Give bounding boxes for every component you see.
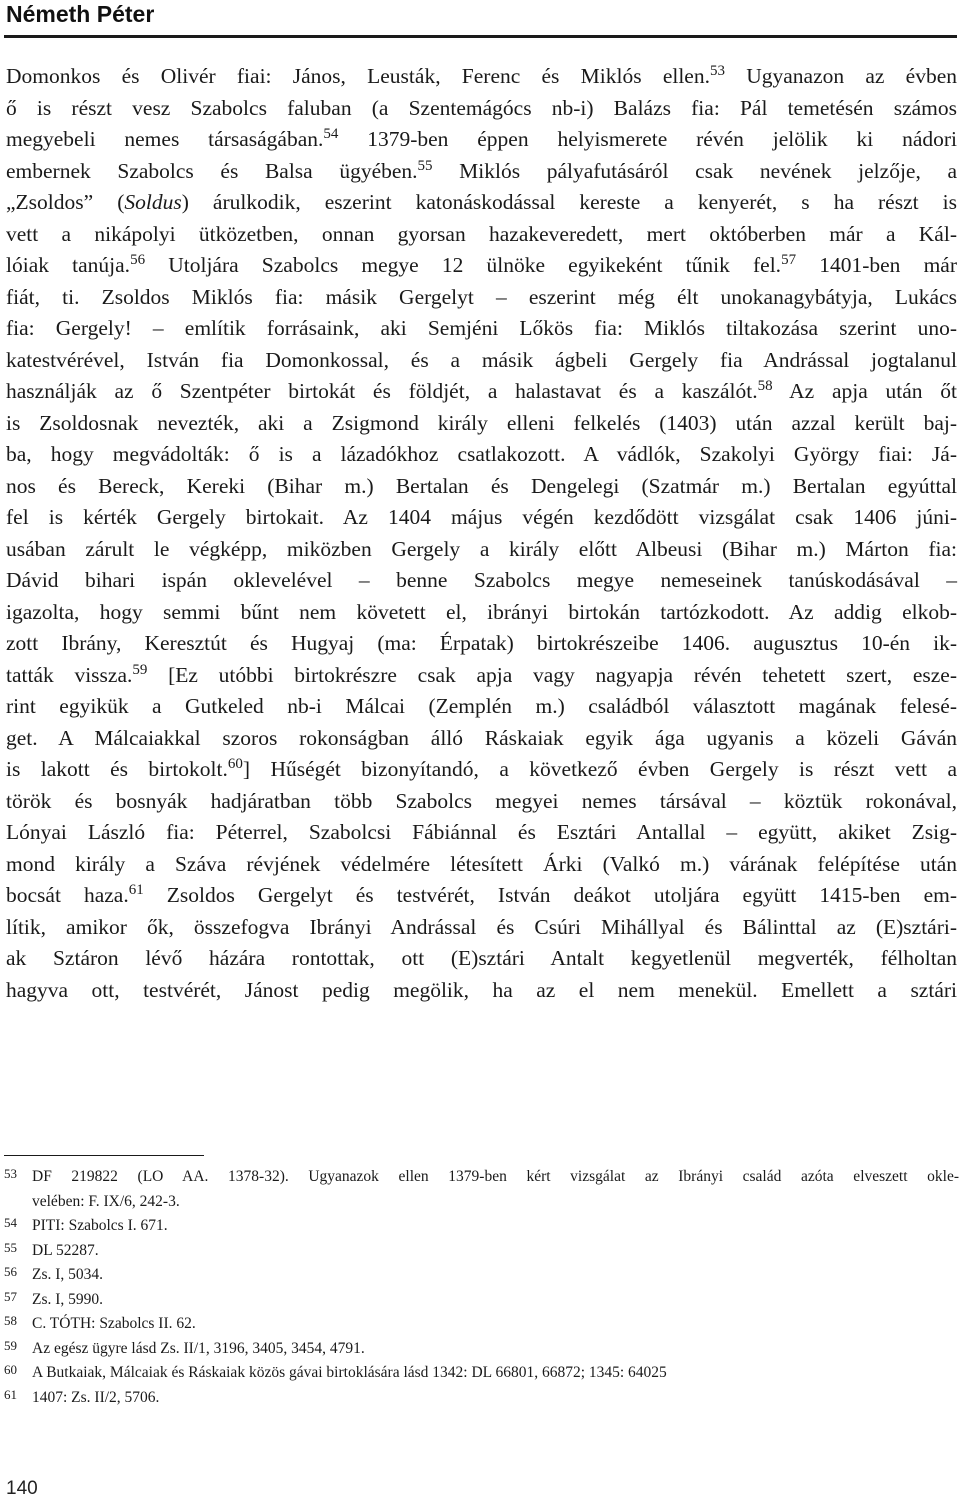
footnote-text: velében: F. IX/6, 242-3.: [32, 1192, 180, 1210]
text-run: nos és Bereck, Kereki (Bihar m.) Bertalan és Dengelegi (Szatmár m.) Bertalan egyúttal: [6, 473, 957, 498]
footnote-number: 56: [4, 1264, 17, 1279]
text-line: [6, 660, 957, 692]
text-run: is lakott és birtokolt.: [6, 757, 228, 781]
footnote-number: 58: [4, 1313, 17, 1328]
text-run: ak Sztáron lévő házára rontottak, ott (E)sztári Antalt kegyetlenül megverték, félholtan: [6, 946, 957, 970]
footnote-number: 53: [4, 1166, 17, 1181]
footnote-text: Az egész ügyre lásd Zs. II/1, 3196, 3405, 3454, 4791.: [32, 1339, 365, 1357]
text-line: [6, 691, 957, 723]
text-run: zott Ibrány, Keresztút és Hugyaj (ma: Érpatak) birtokrészeibe 1406. augusztus 10-én ik-: [6, 631, 957, 655]
footnote-ref: 53: [709, 63, 725, 79]
text-line: [6, 786, 957, 818]
footnote-text: Zs. I, 5034.: [32, 1266, 104, 1283]
text-line: [6, 313, 957, 345]
text-run: Lónyai László fia: Péterrel, Szabolcsi Fábiánnal és Esztári Antallal – együtt, akiket Zsig-: [6, 820, 957, 844]
footnote-number: 60: [4, 1362, 17, 1377]
text-line: [6, 754, 957, 786]
text-run: ] Hűségét bizonyítandó, a következő évben Gergely is részt vett a: [242, 757, 957, 781]
footnote-ref: 60: [227, 756, 243, 772]
footnote-number: 61: [4, 1386, 17, 1402]
footnote: [4, 1386, 959, 1411]
text-line: [6, 250, 957, 282]
text-line: [6, 345, 957, 377]
text-run: vett a nikápolyi ütközetben, onnan gyorsan hazakeveredett, mert októberben már a Kál-: [6, 221, 957, 246]
text-run: lítik, amikor ők, összefogva Ibrányi Andrással és Csúri Mihállyal és Bálinttal az (E)sztári-: [6, 914, 957, 939]
text-run: megyebeli nemes társaságában.: [6, 127, 324, 151]
text-line: [6, 408, 957, 440]
text-line: [6, 849, 957, 881]
text-line: [6, 534, 957, 566]
footnote-ref: 56: [130, 252, 146, 268]
footnote-ref: 58: [757, 378, 773, 394]
text-run: Dávid bihari ispán oklevelével – benne Szabolcs megye nemeseinek tanúskodásával –: [6, 568, 957, 592]
text-run: 1401-ben már: [796, 253, 957, 277]
text-run: fiát, ti. Zsoldos Miklós fia: másik Gergelyt – eszerint még élt unokanagybátyja, Lukács: [6, 284, 957, 309]
footnote: [4, 1361, 959, 1386]
text-run: Utoljára Szabolcs megye 12 ülnöke egyikeként tűnik fel.: [145, 253, 782, 277]
footnote-text: 1407: Zs. II/2, 5706.: [32, 1388, 160, 1406]
text-run: bocsát haza.: [6, 883, 129, 907]
footnote-ref: 55: [417, 157, 433, 174]
text-run: lóiak tanúja.: [6, 253, 131, 277]
text-line: [6, 723, 957, 755]
text-run: rint egyikük a Gutkeled nb-i Málcai (Zemplén m.) családból választott magának felesé-: [6, 694, 957, 718]
text-line: [6, 502, 957, 534]
text-run: hagyva ott, testvérét, Jánost pedig megölik, ha az el nem menekül. Emellett a sztári: [6, 977, 957, 1002]
text-line: [6, 565, 957, 597]
footnote-number: 54: [4, 1215, 17, 1230]
text-run: [Ez utóbbi birtokrészre csak apja vagy nagyapja révén tehetett szert, esze-: [147, 662, 957, 687]
text-run: fia: Gergely! – említik forrásaink, aki Semjéni Lőkös fia: Miklós tiltakozása szerint uno-: [6, 316, 957, 340]
text-line: [6, 912, 957, 944]
text-line: [6, 156, 957, 188]
text-line: [6, 628, 957, 660]
text-run: usában zárult le végképp, miközben Gergely a király előtt Albeusi (Bihar m.) Márton fia:: [6, 536, 957, 561]
text-line: [6, 376, 957, 408]
text-line: [6, 943, 957, 975]
italic-term: Soldus: [124, 190, 182, 214]
footnote-text: Zs. I, 5990.: [32, 1290, 104, 1308]
footnotes: [4, 1165, 959, 1410]
footnote: [4, 1288, 959, 1313]
footnote: [4, 1214, 959, 1239]
footnote: [4, 1239, 959, 1264]
footnote: [4, 1165, 959, 1214]
text-run: „Zsoldos” (: [6, 190, 125, 214]
footnote-ref: 54: [323, 126, 339, 142]
text-run: mond király a Száva révjének védelmére létesített Árki (Valkó m.) várának felépítése után: [6, 851, 957, 876]
footnote-text: PITI: Szabolcs I. 671.: [32, 1217, 168, 1234]
footnote-text: A Butkaiak, Málcaiak és Ráskaiak közös gávai birtoklására lásd 1342: DL 66801, 66872; 1345: 64025: [32, 1364, 667, 1381]
text-line: [6, 282, 957, 314]
text-line: [6, 187, 957, 219]
text-run: get. A Málcaiakkal szoros rokonságban álló Ráskaiak egyik ága ugyanis a közeli Gáván: [6, 725, 957, 750]
footnote: [4, 1312, 959, 1337]
footnote-number: 55: [4, 1239, 17, 1255]
text-run: igazolta, hogy semmi bűnt nem követett el, ibrányi birtokán tartózkodott. Az addig elkob-: [6, 599, 957, 624]
text-line: [6, 471, 957, 503]
footnote-ref: 59: [132, 661, 148, 678]
footnote-ref: 61: [128, 882, 144, 898]
footnote-text: DL 52287.: [32, 1241, 99, 1259]
text-line: [6, 61, 957, 93]
text-line: [6, 880, 957, 912]
text-run: ) árulkodik, eszerint katonáskodással kereste a kenyerét, s ha részt is: [181, 190, 957, 214]
text-run: embernek Szabolcs és Balsa ügyében.: [6, 158, 418, 183]
footnote-number: 57: [4, 1288, 17, 1304]
text-run: ő is részt vesz Szabolcs faluban (a Szentemágócs nb-i) Balázs fia: Pál temetésén számos: [6, 95, 957, 120]
text-run: katestvérével, István fia Domonkossal, és a másik ágbeli Gergely fia Andrással jogtalanul: [6, 347, 957, 372]
text-run: Ugyanazon az évben: [724, 64, 958, 88]
text-run: Domonkos és Olivér fiai: János, Leusták, Ferenc és Miklós ellen.: [6, 64, 710, 88]
running-header-author: Németh Péter: [6, 1, 155, 27]
page-number: 140: [6, 1478, 38, 1499]
text-line: [6, 93, 957, 125]
footnote-text: DF 219822 (LO AA. 1378-32). Ugyanazok ellen 1379-ben kért vizsgálat az Ibrányi család azóta elveszett okle-: [32, 1168, 959, 1185]
footnote: [4, 1337, 959, 1362]
text-run: tatták vissza.: [6, 662, 133, 687]
text-run: ba, hogy megvádolták: ő is a lázadókhoz csatlakozott. A vádlók, Szakolyi György fiai: Já-: [6, 442, 957, 466]
text-run: 1379-ben éppen helyismerete révén jelölik ki nádori: [338, 127, 957, 151]
footnote-text: C. TÓTH: Szabolcs II. 62.: [32, 1315, 196, 1332]
footnote: [4, 1263, 959, 1288]
text-line: [6, 219, 957, 251]
text-run: török és bosnyák hadjáratban több Szabolcs megyei nemes társával – köztük rokonával,: [6, 788, 957, 813]
text-run: Az apja után őt: [772, 379, 957, 403]
text-line: [6, 817, 957, 849]
text-line: [6, 439, 957, 471]
text-run: fel is kérték Gergely birtokait. Az 1404 május végén kezdődött vizsgálat csak 1406 júni-: [6, 505, 957, 529]
text-line: [6, 597, 957, 629]
text-line: [6, 124, 957, 156]
footnote-ref: 57: [781, 252, 797, 268]
header-rule: [4, 35, 957, 38]
text-run: Zsoldos Gergelyt és testvérét, István deákot utoljára együtt 1415-ben em-: [143, 883, 957, 907]
main-text: [6, 61, 957, 1006]
text-run: Miklós pályafutásáról csak nevének jelzője, a: [432, 158, 957, 183]
text-run: is Zsoldosnak nevezték, aki a Zsigmond király elleni felkelés (1403) után azzal került baj-: [6, 410, 957, 435]
text-run: használják az ő Szentpéter birtokát és földjét, a halastavat és a kaszálót.: [6, 379, 758, 403]
footnote-number: 59: [4, 1337, 17, 1353]
footnote-separator: [4, 1155, 204, 1156]
text-line: [6, 975, 957, 1007]
